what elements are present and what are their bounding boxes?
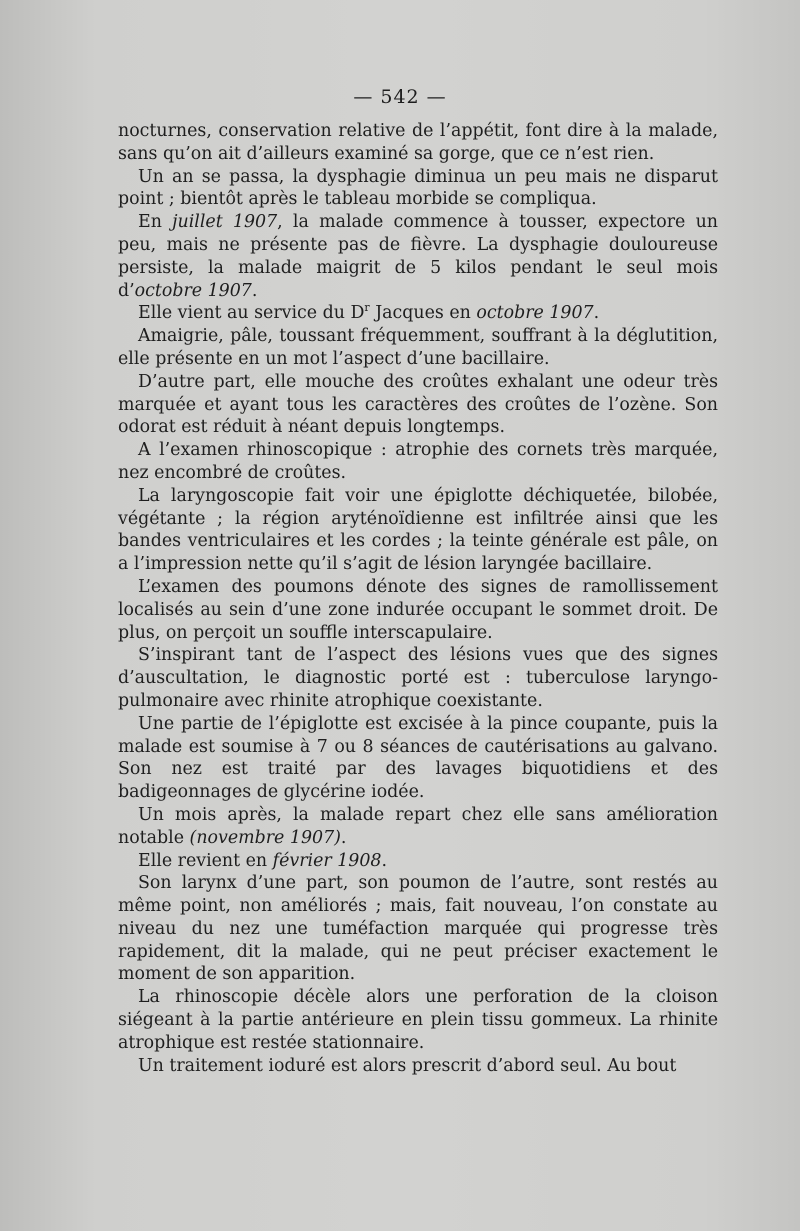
paragraph bbox=[118, 850, 718, 873]
paragraph bbox=[118, 872, 718, 986]
text-run: La rhinoscopie décèle alors une perforation de la cloison siégeant à la partie antérieure en plein tissu gommeux. La rhinite atrophique est restée stationnaire. bbox=[118, 987, 718, 1053]
text-run: , la malade commence à tousser, expectore un peu, mais ne présente pas de fièvre. La dysphagie douloureuse persiste, la malade maigrit de 5 kilos pendant le seul mois d’ bbox=[118, 212, 718, 301]
text-run: La laryngoscopie fait voir une épiglotte déchiquetée, bilobée, végétante ; la région aryténoïdienne est infiltrée ainsi que les bandes ventriculaires et les cordes ; la teinte générale est pâle, on a l’impression nette qu’il s’agit de lésion laryngée bacillaire. bbox=[118, 485, 718, 575]
body-text bbox=[118, 120, 718, 1077]
page-number: — 542 — bbox=[353, 86, 447, 108]
italic-text: (novembre 1907) bbox=[189, 827, 341, 848]
paragraph bbox=[118, 986, 718, 1054]
paragraph bbox=[118, 644, 718, 712]
paragraph bbox=[118, 576, 718, 644]
text-run: S’inspirant tant de l’aspect des lésions vues que des signes d’auscultation, le diagnostic porté est : tuberculose laryngo-pulmonaire avec rhinite atrophique coexistante. bbox=[118, 645, 718, 711]
text-run: . bbox=[251, 280, 258, 301]
paragraph bbox=[118, 485, 718, 576]
paragraph bbox=[118, 439, 718, 485]
text-run: . bbox=[593, 303, 600, 324]
superscript-text: r bbox=[364, 301, 370, 315]
paragraph bbox=[118, 211, 718, 302]
text-run: Jacques en bbox=[369, 303, 477, 324]
text-run: Un an se passa, la dysphagie diminua un peu mais ne disparut point ; bientôt après le tableau morbide se compliqua. bbox=[118, 166, 718, 210]
paragraph bbox=[118, 166, 718, 212]
text-run: D’autre part, elle mouche des croûtes exhalant une odeur très marquée et ayant tous les caractères des croûtes de l’ozène. Son odorat est réduit à néant depuis longtemps. bbox=[118, 371, 718, 438]
italic-text: octobre 1907 bbox=[134, 280, 252, 301]
italic-text: février 1908 bbox=[272, 850, 382, 871]
paragraph bbox=[118, 302, 718, 325]
text-run: . bbox=[381, 850, 388, 871]
text-run: Un mois après, la malade repart chez elle sans amélioration notable bbox=[118, 804, 718, 848]
text-run: A l’examen rhinoscopique : atrophie des cornets très marquée, nez encombré de croûtes. bbox=[118, 440, 718, 483]
text-run: Elle revient en bbox=[138, 850, 273, 871]
paragraph bbox=[118, 120, 718, 166]
paragraph bbox=[118, 371, 718, 439]
text-run: Amaigrie, pâle, toussant fréquemment, souffrant à la déglutition, elle présente en un mot l’aspect d’une bacillaire. bbox=[118, 326, 718, 369]
italic-text: juillet 1907 bbox=[172, 212, 278, 233]
paragraph bbox=[118, 1055, 718, 1078]
text-run: En bbox=[138, 212, 173, 233]
paragraph bbox=[118, 804, 718, 850]
text-run: Elle vient au service du D bbox=[138, 303, 365, 324]
paragraph bbox=[118, 713, 718, 804]
italic-text: octobre 1907 bbox=[476, 303, 594, 324]
text-run: Une partie de l’épiglotte est excisée à la pince coupante, puis la malade est soumise à 7 ou 8 séances de cautérisations au galvano. Son nez est traité par des lavages biquotidiens et des badigeonnages de glycérine iodée. bbox=[118, 713, 718, 803]
text-run: L’examen des poumons dénote des signes de ramollissement localisés au sein d’une zone indurée occupant le sommet droit. De plus, on perçoit un souffle interscapulaire. bbox=[118, 576, 718, 643]
text-run: . bbox=[340, 827, 347, 848]
paragraph bbox=[118, 325, 718, 371]
text-run: Son larynx d’une part, son poumon de l’autre, sont restés au même point, non améliorés ; mais, fait nouveau, l’on constate au niveau du nez une tuméfaction marquée qui progresse très rapidement, dit la malade, qui ne peut préciser exactement le moment de son apparition. bbox=[118, 873, 718, 985]
text-run: nocturnes, conservation relative de l’appétit, font dire à la malade, sans qu’on ait d’ailleurs examiné sa gorge, que ce n’est rien. bbox=[118, 121, 718, 164]
text-run: Un traitement ioduré est alors prescrit d’abord seul. Au bout bbox=[138, 1055, 677, 1076]
